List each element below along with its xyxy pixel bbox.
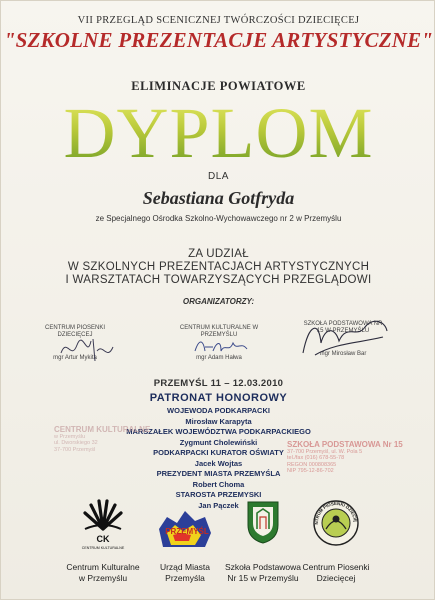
stamp-line: ul. Dworskiego 32 [54,440,98,446]
ck-shell-logo-icon [81,499,125,551]
award-reason-line: ZA UDZIAŁ [188,248,249,260]
event-name-heading: "SZKOLNE PREZENTACJE ARTYSTYCZNE" [3,28,434,52]
signature-scribble-icon [57,331,117,365]
patron-line: Robert Choma [192,479,245,489]
patron-line: Mirosław Karapyta [185,416,252,426]
award-reason [1,248,435,287]
patron-line: STAROSTA PRZEMYSKI [175,490,262,499]
signature-name: mgr Mirosław Bar [319,351,367,357]
logo-label-line: Szkoła Podstawowa [224,562,302,572]
patron-line: Jacek Wojtas [194,458,243,468]
for-label: DLA [208,171,229,182]
logo-label-line: Centrum Piosenki [302,562,370,572]
stamp-line: REGON 000808365 [287,461,337,468]
signature-scribble-icon [191,335,251,357]
diploma-title: DYPLOM [1,97,435,169]
patron-line: Jan Pączek [198,500,239,510]
signature-name: mgr Artur Mykita [53,355,97,361]
logo-label-line: Dziecięcej [316,573,356,583]
patron-line: PREZYDENT MIASTA PRZEMYŚLA [156,469,281,478]
signature-title: PRZEMYŚLU [200,332,238,338]
logo-label-school [223,562,303,584]
logo-label-city-hall [145,562,225,584]
stamp-line: 37-700 Przemyśl [54,446,96,453]
ck-logo-small-text: CENTRUM KULTURALNE [81,546,125,550]
stamp-line: w Przemyślu [54,433,86,440]
ck-logo-mark: CK [96,534,110,544]
logo-label-song-center [296,562,376,584]
patron-line: WOJEWODA PODKARPACKI [167,406,270,415]
school-crest-icon [245,499,281,545]
stamp-line: CENTRUM KULTURALNE [54,425,151,434]
award-reason-line: I WARSZTATACH TOWARZYSZĄCYCH PRZEGLĄDOWI [65,274,372,286]
signature-name: mgr Adam Hałwa [196,355,242,361]
place-and-date: PRZEMYŚL 11 – 12.03.2010 [153,378,284,389]
round-heading: ELIMINACJE POWIATOWE [131,79,306,93]
signature-title: SZKOŁA PODSTAWOWA NR [303,321,383,327]
stamp-line: tel./fax (016) 678-55-78 [287,455,345,461]
recipient-name: Sebastiana Gotfryda [142,188,295,208]
signature-title: DZIECIĘCEJ [57,332,93,338]
signature-block-1 [35,325,115,362]
signature-block-2 [173,325,265,362]
signature-scribble-icon [295,313,391,361]
city-logo-mark: PRZEMYŚL [165,527,209,536]
stamp-line: SZKOŁA PODSTAWOWA Nr 15 [287,440,403,449]
przemysl-city-logo-icon [153,507,217,551]
children-song-center-logo-icon [312,499,360,547]
signature-block-3 [291,321,395,358]
event-edition-heading: VII PRZEGLĄD SCENICZNEJ TWÓRCZOŚCI DZIECIĘCEJ [77,15,360,26]
cultural-center-stamp [54,427,150,453]
signature-title: 15 W PRZEMYŚLU [316,328,370,334]
song-center-ring-text: NTRUM PIOSENKI DZIECIĘ [313,500,359,525]
stamp-line: NIP 795-12-86-702 [287,468,334,474]
logo-label-line: Nr 15 w Przemyślu [227,573,299,583]
organizers-label: ORGANIZATORZY: [182,297,255,306]
patron-line: MARSZAŁEK WOJEWÓDZTWA PODKARPACKIEGO [126,427,311,436]
patron-line: Zygmunt Cholewiński [179,437,258,447]
school-stamp [287,442,403,475]
logo-label-cultural-center [63,562,143,584]
logo-label-line: Urząd Miasta [159,562,211,572]
signature-title: CENTRUM PIOSENKI [44,325,105,331]
logo-label-line: Centrum Kulturalne [66,562,140,572]
award-reason-line: W SZKOLNYCH PREZENTACJACH ARTYSTYCZNYCH [67,261,370,273]
honorary-patronage-label: PATRONAT HONOROWY [149,392,288,404]
stamp-line: 37-700 Przemyśl, ul. W. Pola 5 [287,448,363,455]
logo-label-line: w Przemyślu [78,573,128,583]
patron-line: PODKARPACKI KURATOR OŚWIATY [153,448,284,457]
recipient-school: ze Specjalnego Ośrodka Szkolno-Wychowawczego nr 2 w Przemyślu [95,214,342,223]
signature-title: CENTRUM KULTURALNE W [179,325,259,331]
logo-label-line: Przemyśla [165,573,205,583]
